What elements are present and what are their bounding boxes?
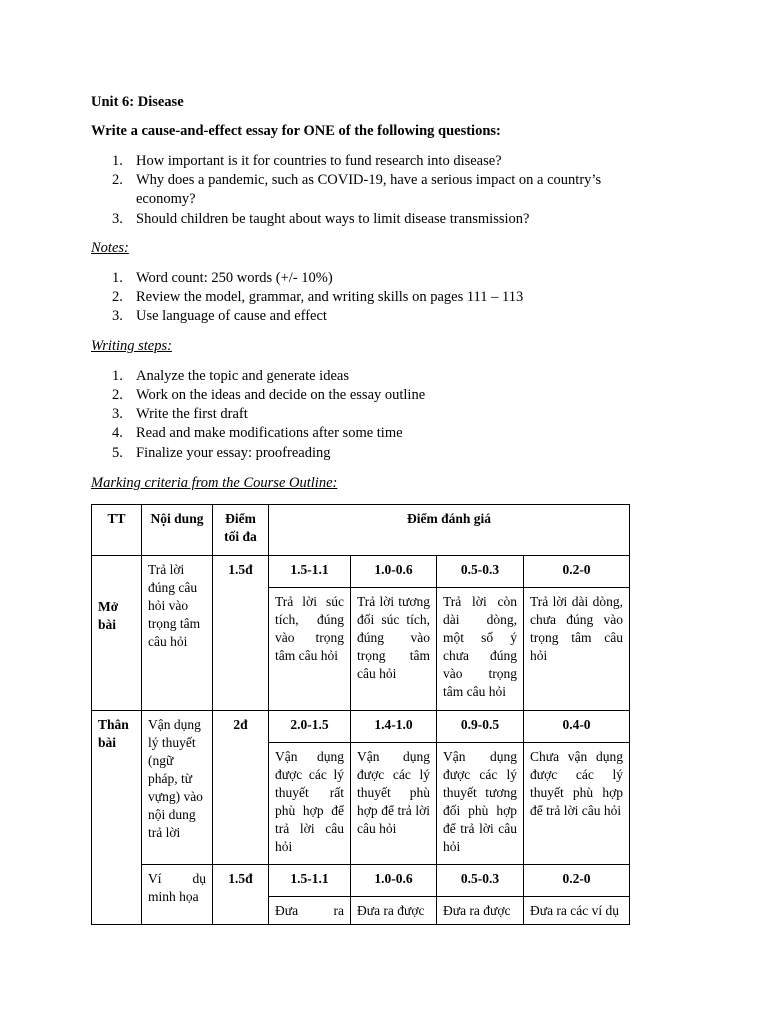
writing-steps-heading: Writing steps: [91,338,172,354]
table-row [92,865,630,897]
score-band: 0.2-0 [524,865,630,897]
descriptor-cell: Đưa ra được [437,897,524,925]
marking-criteria-table [91,504,630,925]
score-band: 0.9-0.5 [437,711,524,743]
content-cell: Vận dụng lý thuyết (ngữ pháp, từ vựng) vào nội dung trả lời [142,711,213,865]
header-max-score: Điểm tối đa [213,505,269,556]
score-band: 1.5-1.1 [269,556,351,588]
score-band: 0.5-0.3 [437,865,524,897]
header-content: Nội dung [142,505,213,556]
unit-title: Unit 6: Disease [91,94,184,110]
notes-heading: Notes: [91,240,129,256]
max-score-cell: 1.5đ [213,556,269,711]
content-cell: Trả lời đúng câu hỏi vào trọng tâm câu hỏi [142,556,213,711]
table-row [92,711,630,743]
descriptor-cell: Vận dụng được các lý thuyết rất phù hợp để trả lời câu hỏi [269,743,351,865]
score-band: 1.0-0.6 [351,865,437,897]
essay-instruction: Write a cause-and-effect essay for ONE of the following questions: [91,123,501,139]
section-label: Thân bài [92,711,142,925]
descriptor-cell: Vận dụng được các lý thuyết phù hợp để trả lời câu hỏi [351,743,437,865]
marking-criteria-heading: Marking criteria from the Course Outline: [91,475,338,491]
score-band: 2.0-1.5 [269,711,351,743]
descriptor-cell: Trả lời tương đối súc tích, đúng vào trọng tâm câu hỏi [351,588,437,711]
header-evaluation: Điểm đánh giá [269,505,630,556]
section-label: Mở bài [92,556,142,711]
score-band: 1.4-1.0 [351,711,437,743]
descriptor-cell: Trả lời dài dòng, chưa đúng vào trọng tâm câu hỏi [524,588,630,711]
score-band: 1.5-1.1 [269,865,351,897]
descriptor-cell: Đưa ra [269,897,351,925]
max-score-cell: 1.5đ [213,865,269,925]
descriptor-cell: Đưa ra các ví dụ [524,897,630,925]
document-page: Unit 6: Disease Write a cause-and-effect essay for ONE of the following questions: 1. How important is it for countries to fund research into disease? 2. Why does a pandemic, such as COVID-19, have a serious impact on a country’s economy? 3. Should children be taught about ways to limit disease transmission? Notes: 1. Word count: 250 words (+/- 10%) 2. Review the model, grammar, and writing skills on pages 111 – 113 3. Use language of cause and effect Writing steps: 1. Analyze the topic and generate ideas 2. Work on the ideas and decide on the essay outline 3. Write the first draft 4. Read and make modifications after some time 5. Finalize your essay: proofreading Marking criteria from the Course Outline: TT Nội dung Điểm tối đa Điểm đánh giá Mở bài Trả lời đúng câu hỏi vào trọng tâm câu hỏi 1.5đ 1.5-1.1 1.0-0.6 0.5-0.3 0.2-0 Trả lời súc tích, đúng vào trọng tâm câu hỏi Trả lời tương đối súc tích, đúng vào trọng tâm câu hỏi Trả lời còn dài dòng, một số ý chưa đúng vào trọng tâm câu hỏi Trả lời dài dòng, chưa đúng vào trọng tâm câu hỏi Thân bài Vận dụng lý thuyết (ngữ pháp, từ vựng) vào nội dung trả lời 2đ 2.0-1.5 1.4-1.0 0.9-0.5 0.4-0 Vận dụng được các lý thuyết rất phù hợp để trả lời câu hỏi Vận dụng được các lý thuyết phù hợp để trả lời câu hỏi Vận dụng được các lý thuyết tương đối phù hợp để trả lời câu hỏi Chưa vận dụng được các lý thuyết phù hợp để trả lời câu hỏi Ví dụ minh họa 1.5đ 1.5-1.1 1.0-0.6 0.5-0.3 0.2-0 Đưa ra Đưa ra được Đưa ra được Đưa ra các ví dụ [0,0,768,1024]
descriptor-cell: Trả lời còn dài dòng, một số ý chưa đúng vào trọng tâm câu hỏi [437,588,524,711]
score-band: 0.2-0 [524,556,630,588]
score-band: 0.4-0 [524,711,630,743]
descriptor-cell: Trả lời súc tích, đúng vào trọng tâm câu hỏi [269,588,351,711]
table-row [92,556,630,588]
content-cell: Ví dụ minh họa [142,865,213,925]
descriptor-cell: Đưa ra được [351,897,437,925]
header-tt: TT [92,505,142,556]
score-band: 1.0-0.6 [351,556,437,588]
score-band: 0.5-0.3 [437,556,524,588]
descriptor-cell: Vận dụng được các lý thuyết tương đối phù hợp để trả lời câu hỏi [437,743,524,865]
max-score-cell: 2đ [213,711,269,865]
table-header-row [92,505,630,556]
descriptor-cell: Chưa vận dụng được các lý thuyết phù hợp để trả lời câu hỏi [524,743,630,865]
